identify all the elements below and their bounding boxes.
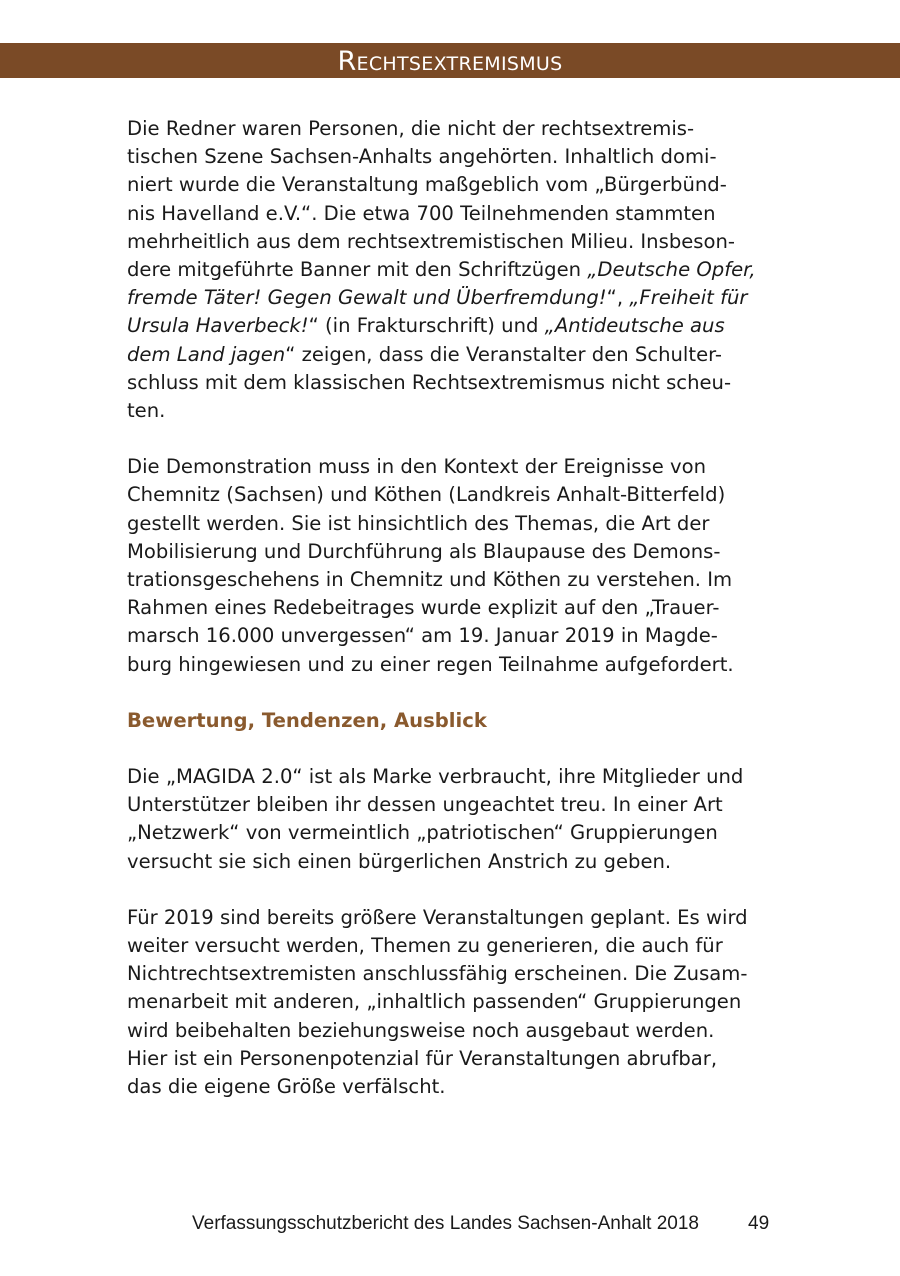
text-line: menarbeit mit anderen, „inhaltlich passenden“ Gruppierungen [127, 990, 742, 1014]
text-fragment: “ (in Frakturschrift) und [308, 314, 545, 338]
text-line: Unterstützer bleiben ihr dessen ungeachtet treu. In einer Art [127, 793, 723, 817]
paragraph-spacer [127, 425, 787, 453]
text-line: Die Demonstration muss in den Kontext der Ereignisse von [127, 455, 707, 479]
chapter-header-bar [0, 43, 900, 78]
text-line: Die Redner waren Personen, die nicht der rechtsextremis- [127, 117, 695, 140]
text-line: mehrheitlich aus dem rechtsextremistischen Milieu. Insbeson- [127, 229, 735, 253]
paragraph-spacer [127, 735, 787, 763]
section-heading: Bewertung, Tendenzen, Ausblick [127, 708, 487, 732]
text-line: dere mitgeführte Banner mit den Schriftzügen [127, 258, 588, 282]
text-line: Die „MAGIDA 2.0“ ist als Marke verbraucht, ihre Mitglieder und [127, 765, 744, 789]
text-line: „Netzwerk“ von vermeintlich „patriotischen“ Gruppierungen [127, 821, 718, 845]
text-line: marsch 16.000 unvergessen“ am 19. Januar 2019 in Magde- [127, 624, 718, 648]
paragraph-4 [127, 904, 787, 1101]
text-line: Für 2019 sind bereits größere Veranstaltungen geplant. Es wird [127, 905, 748, 929]
chapter-title: Rechtsextremismus [337, 46, 563, 77]
text-line: gestellt werden. Sie ist hinsichtlich des Themas, die Art der [127, 511, 710, 535]
text-fragment: “ zeigen, dass die Veranstalter den Schulter- [285, 342, 722, 366]
quote-text: Ursula Haverbeck! [127, 314, 309, 338]
paragraph-2 [127, 453, 787, 679]
text-line: niert wurde die Veranstaltung maßgeblich vom „Bürgerbünd- [127, 173, 727, 197]
text-line: versucht sie sich einen bürgerlichen Anstrich zu geben. [127, 849, 672, 873]
text-line: Chemnitz (Sachsen) und Köthen (Landkreis Anhalt-Bitterfeld) [127, 483, 726, 507]
text-fragment: “, [606, 286, 630, 310]
page-body [127, 115, 787, 1101]
text-line: schluss mit dem klassischen Rechtsextremismus nicht scheu- [127, 370, 732, 394]
page-footer [0, 1213, 900, 1237]
text-line: burg hingewiesen und zu einer regen Teilnahme aufgefordert. [127, 652, 734, 676]
text-line: weiter versucht werden, Themen zu generieren, die auch für [127, 934, 723, 958]
paragraph-spacer [127, 876, 787, 904]
text-line: Hier ist ein Personenpotenzial für Veranstaltungen abrufbar, [127, 1046, 718, 1070]
paragraph-3 [127, 763, 787, 876]
text-line: wird beibehalten beziehungsweise noch ausgebaut werden. [127, 1018, 715, 1042]
text-line: nis Havelland e.V.“. Die etwa 700 Teilnehmenden stammten [127, 201, 716, 225]
page-number: 49 [748, 1213, 770, 1234]
quote-text: dem Land jagen [127, 342, 286, 366]
text-line: Nichtrechtsextremisten anschlussfähig erscheinen. Die Zusam- [127, 962, 748, 986]
footer-publication-title: Verfassungsschutzbericht des Landes Sachsen-Anhalt 2018 [192, 1213, 699, 1234]
text-line: tischen Szene Sachsen-Anhalts angehörten. Inhaltlich domi- [127, 145, 717, 169]
quote-text: „Deutsche Opfer, [587, 258, 756, 282]
quote-text: „Freiheit für [629, 286, 748, 310]
text-line: ten. [127, 399, 166, 423]
quote-text: fremde Täter! Gegen Gewalt und Überfremdung! [127, 286, 607, 310]
text-line: trationsgeschehens in Chemnitz und Köthen zu verstehen. Im [127, 568, 733, 592]
text-line: Mobilisierung und Durchführung als Blaupause des Demons- [127, 539, 721, 563]
text-line: Rahmen eines Redebeitrages wurde explizit auf den „Trauer- [127, 596, 720, 620]
quote-text: „Antideutsche aus [544, 314, 725, 338]
paragraph-spacer [127, 679, 787, 707]
paragraph-1 [127, 115, 787, 425]
text-line: das die eigene Größe verfälscht. [127, 1075, 446, 1099]
